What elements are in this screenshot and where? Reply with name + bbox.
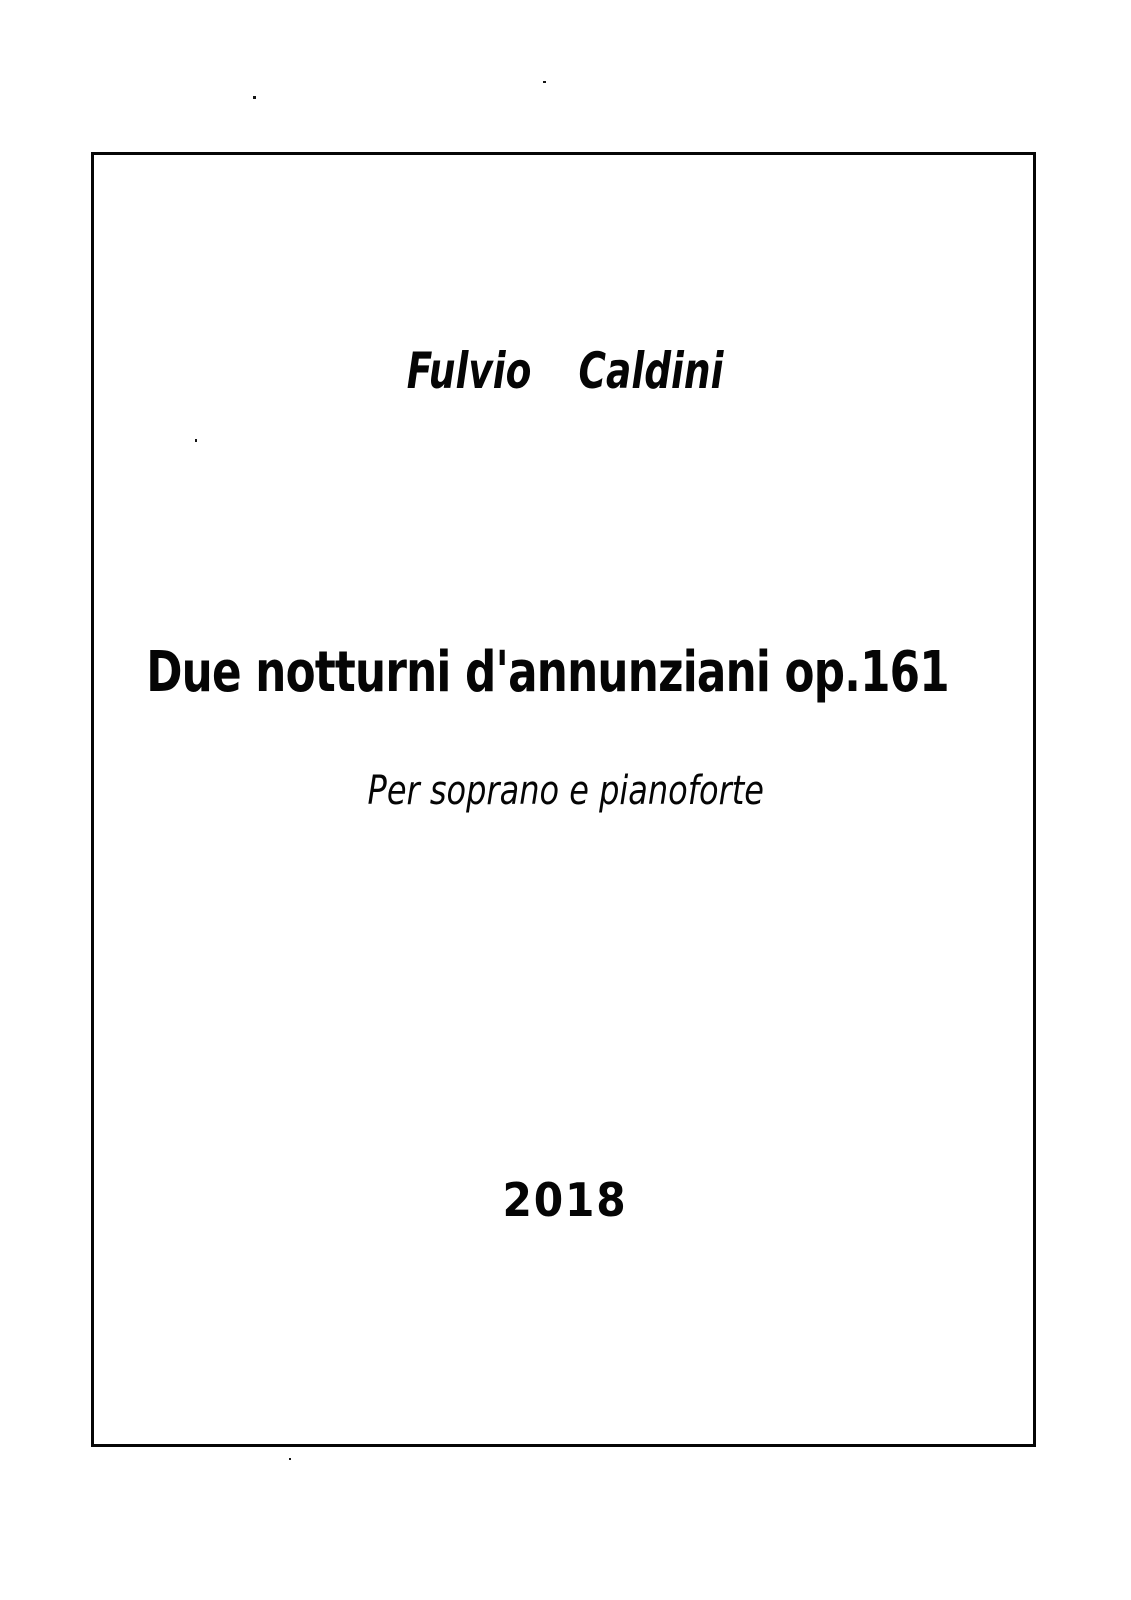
work-title: Due notturni d'annunziani op.161 [146,640,949,705]
scan-speck [195,439,197,442]
scan-speck [543,81,546,83]
instrumentation-subtitle-line [0,770,1131,812]
composer-name-line [0,342,1131,400]
composer-name: Fulvio Caldini [407,342,724,400]
scan-speck [253,96,256,99]
work-title-line [0,640,1131,705]
composition-year-line [0,1173,1131,1227]
composition-year: 2018 [502,1173,629,1227]
instrumentation-subtitle: Per soprano e pianoforte [367,768,764,814]
scan-speck [289,1458,291,1460]
